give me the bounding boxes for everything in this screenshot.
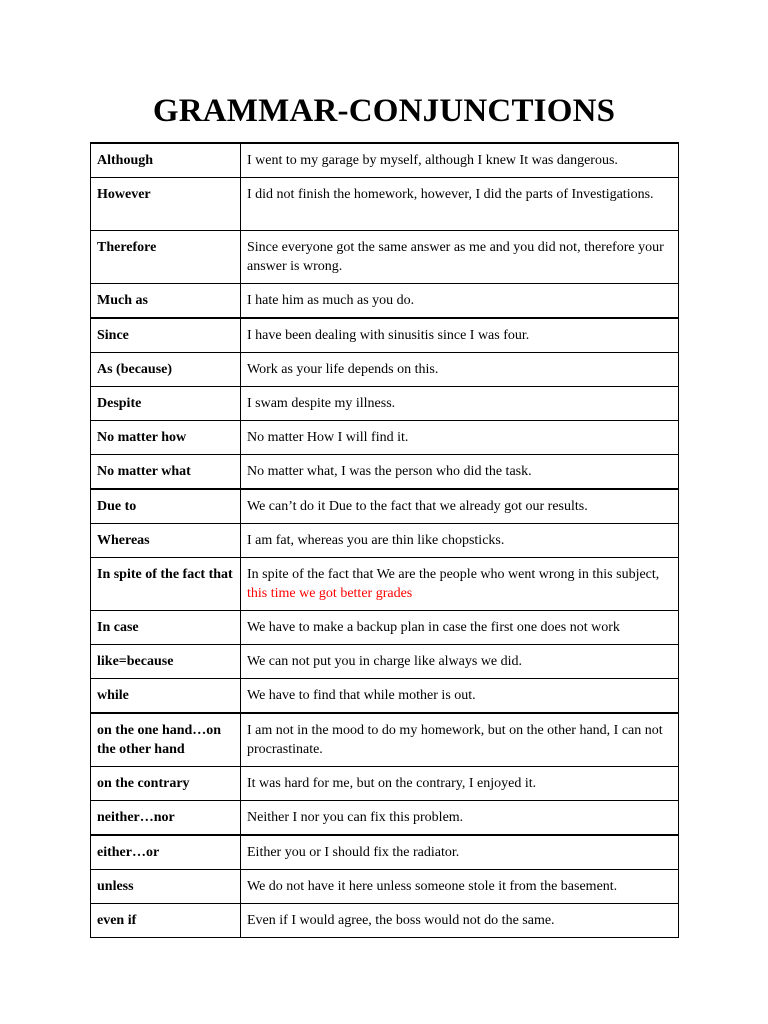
example-sentence: Even if I would agree, the boss would not do the same.	[241, 904, 679, 938]
example-sentence: No matter what, I was the person who did the task.	[241, 455, 679, 490]
example-sentence: Since everyone got the same answer as me and you did not, therefore your answer is wrong.	[241, 231, 679, 284]
table-row	[91, 318, 679, 353]
example-sentence: We have to find that while mother is out.	[241, 679, 679, 714]
table-row	[91, 524, 679, 558]
example-sentence: We have to make a backup plan in case the first one does not work	[241, 611, 679, 645]
conjunction-term: No matter how	[91, 421, 241, 455]
conjunction-term: No matter what	[91, 455, 241, 490]
table-row	[91, 421, 679, 455]
table-row	[91, 835, 679, 870]
table-row	[91, 713, 679, 767]
example-text: In spite of the fact that We are the people who went wrong in this subject,	[247, 567, 660, 582]
table-row	[91, 870, 679, 904]
table-row	[91, 767, 679, 801]
example-sentence	[241, 558, 679, 611]
conjunction-term: Despite	[91, 387, 241, 421]
table-row	[91, 455, 679, 490]
example-sentence: We can not put you in charge like always we did.	[241, 645, 679, 679]
table-row	[91, 231, 679, 284]
example-sentence: It was hard for me, but on the contrary, I enjoyed it.	[241, 767, 679, 801]
conjunction-term: either…or	[91, 835, 241, 870]
table-row	[91, 679, 679, 714]
table-row	[91, 284, 679, 319]
example-sentence: Either you or I should fix the radiator.	[241, 835, 679, 870]
example-sentence: I went to my garage by myself, although I knew It was dangerous.	[241, 143, 679, 178]
table-row	[91, 353, 679, 387]
conjunction-term: However	[91, 178, 241, 231]
table-row	[91, 387, 679, 421]
conjunction-term: on the one hand…on the other hand	[91, 713, 241, 767]
conjunction-term: Whereas	[91, 524, 241, 558]
table-row	[91, 801, 679, 836]
table-row	[91, 558, 679, 611]
example-sentence: No matter How I will find it.	[241, 421, 679, 455]
example-sentence: Neither I nor you can fix this problem.	[241, 801, 679, 836]
example-sentence: I hate him as much as you do.	[241, 284, 679, 319]
highlighted-example-text: this time we got better grades	[247, 586, 413, 601]
example-sentence: We do not have it here unless someone stole it from the basement.	[241, 870, 679, 904]
conjunctions-table	[90, 142, 679, 938]
table-row	[91, 178, 679, 231]
conjunction-term: In case	[91, 611, 241, 645]
example-sentence: Work as your life depends on this.	[241, 353, 679, 387]
conjunction-term: As (because)	[91, 353, 241, 387]
conjunction-term: unless	[91, 870, 241, 904]
example-sentence: We can’t do it Due to the fact that we already got our results.	[241, 489, 679, 524]
table-row	[91, 611, 679, 645]
conjunction-term: neither…nor	[91, 801, 241, 836]
table-row	[91, 489, 679, 524]
conjunction-term: Much as	[91, 284, 241, 319]
conjunction-term: on the contrary	[91, 767, 241, 801]
conjunction-term: Since	[91, 318, 241, 353]
table-row	[91, 904, 679, 938]
conjunction-term: even if	[91, 904, 241, 938]
example-sentence: I swam despite my illness.	[241, 387, 679, 421]
page-title: GRAMMAR-CONJUNCTIONS	[152, 93, 616, 129]
example-sentence: I am fat, whereas you are thin like chopsticks.	[241, 524, 679, 558]
conjunction-term: while	[91, 679, 241, 714]
conjunction-term: Due to	[91, 489, 241, 524]
table-row	[91, 645, 679, 679]
example-sentence: I am not in the mood to do my homework, but on the other hand, I can not procrastinate.	[241, 713, 679, 767]
table-row	[91, 143, 679, 178]
example-sentence: I have been dealing with sinusitis since I was four.	[241, 318, 679, 353]
conjunction-term: Therefore	[91, 231, 241, 284]
conjunction-term: Although	[91, 143, 241, 178]
conjunction-term: In spite of the fact that	[91, 558, 241, 611]
conjunction-term: like=because	[91, 645, 241, 679]
example-sentence: I did not finish the homework, however, I did the parts of Investigations.	[241, 178, 679, 231]
